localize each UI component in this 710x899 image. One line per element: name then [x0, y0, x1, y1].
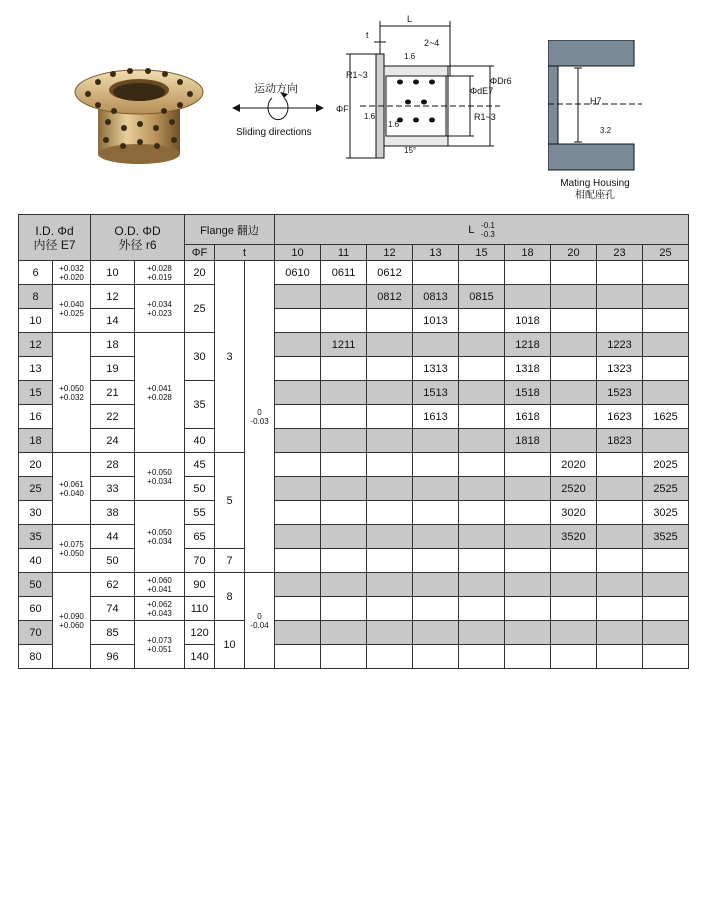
part-number-cell: 1018 — [505, 309, 551, 333]
L-column-header: 20 — [551, 245, 597, 261]
part-number-cell — [321, 309, 367, 333]
table-row — [19, 357, 689, 381]
table-row — [19, 621, 689, 645]
part-number-cell — [643, 261, 689, 285]
dim-phiF: ΦF — [336, 104, 349, 114]
part-number-cell — [551, 309, 597, 333]
part-number-cell — [597, 309, 643, 333]
part-number-cell — [459, 501, 505, 525]
id-value: 20 — [19, 453, 53, 477]
phiF-value: 120 — [185, 621, 215, 645]
part-number-cell — [505, 621, 551, 645]
table-row — [19, 501, 689, 525]
od-value: 14 — [91, 309, 135, 333]
part-number-cell — [459, 261, 505, 285]
part-number-cell — [459, 549, 505, 573]
L-header: L -0.1 -0.3 — [275, 215, 689, 245]
part-number-cell: 1818 — [505, 429, 551, 453]
part-number-cell — [459, 453, 505, 477]
dim-L: L — [407, 14, 413, 24]
part-number-cell — [275, 309, 321, 333]
phiF-header: ΦF — [185, 245, 215, 261]
od-value: 21 — [91, 381, 135, 405]
part-number-cell: 1823 — [597, 429, 643, 453]
table-row — [19, 453, 689, 477]
id-value: 25 — [19, 477, 53, 501]
id-value: 30 — [19, 501, 53, 525]
part-number-cell — [597, 453, 643, 477]
part-number-cell — [413, 645, 459, 669]
od-value: 85 — [91, 621, 135, 645]
part-number-cell — [275, 405, 321, 429]
table-row — [19, 381, 689, 405]
part-number-cell — [275, 453, 321, 477]
part-number-cell — [275, 621, 321, 645]
part-number-cell — [275, 525, 321, 549]
part-number-cell: 1513 — [413, 381, 459, 405]
part-number-cell — [275, 333, 321, 357]
table-row — [19, 429, 689, 453]
part-number-cell: 1218 — [505, 333, 551, 357]
part-number-cell — [643, 357, 689, 381]
part-number-cell — [551, 429, 597, 453]
phiF-value: 70 — [185, 549, 215, 573]
phiF-value: 30 — [185, 333, 215, 381]
part-number-cell: 1013 — [413, 309, 459, 333]
part-number-cell — [321, 453, 367, 477]
housing-label — [548, 178, 642, 202]
part-number-cell — [551, 285, 597, 309]
part-number-cell — [321, 405, 367, 429]
chamfer-angle: 15° — [404, 146, 417, 155]
phiF-value: 55 — [185, 501, 215, 525]
part-number-cell: 1323 — [597, 357, 643, 381]
t-value: 7 — [215, 549, 245, 573]
part-number-cell — [275, 477, 321, 501]
part-number-cell: 0813 — [413, 285, 459, 309]
part-number-cell — [367, 357, 413, 381]
housing-fit: H7 — [590, 96, 602, 106]
part-number-cell — [275, 645, 321, 669]
phiF-value: 90 — [185, 573, 215, 597]
part-number-cell — [413, 453, 459, 477]
od-value: 33 — [91, 477, 135, 501]
od-value: 62 — [91, 573, 135, 597]
id-tolerance: +0.050 +0.032 — [53, 333, 91, 453]
flange-header: Flange 翻边 — [185, 215, 275, 245]
part-number-cell — [551, 597, 597, 621]
part-number-cell — [413, 429, 459, 453]
part-number-cell — [413, 549, 459, 573]
part-number-cell — [413, 477, 459, 501]
part-number-cell: 3025 — [643, 501, 689, 525]
id-value: 13 — [19, 357, 53, 381]
roughness-top: 1.6 — [404, 52, 416, 61]
table-row — [19, 549, 689, 573]
part-number-cell — [321, 621, 367, 645]
part-number-cell — [551, 573, 597, 597]
table-row — [19, 573, 689, 597]
od-value: 44 — [91, 525, 135, 549]
part-number-cell: 2025 — [643, 453, 689, 477]
radius-top: R1~3 — [346, 70, 368, 80]
part-number-cell: 1613 — [413, 405, 459, 429]
roughness-inner: 1.6 — [388, 120, 400, 129]
roughness-left: 1.6 — [364, 112, 376, 121]
od-value: 22 — [91, 405, 135, 429]
id-value: 35 — [19, 525, 53, 549]
part-number-cell: 1318 — [505, 357, 551, 381]
table-row — [19, 333, 689, 357]
part-number-cell — [505, 573, 551, 597]
part-number-cell — [413, 621, 459, 645]
part-number-cell: 2525 — [643, 477, 689, 501]
part-number-cell — [367, 525, 413, 549]
od-value: 24 — [91, 429, 135, 453]
dim-phid: ΦdE7 — [470, 86, 494, 96]
mating-housing-drawing — [548, 40, 642, 174]
part-number-cell — [597, 525, 643, 549]
part-number-cell — [505, 645, 551, 669]
part-number-cell — [367, 477, 413, 501]
part-number-cell — [505, 453, 551, 477]
part-number-cell — [459, 429, 505, 453]
part-number-cell — [505, 261, 551, 285]
part-number-cell — [275, 357, 321, 381]
part-number-cell: 1618 — [505, 405, 551, 429]
part-number-cell — [551, 261, 597, 285]
part-number-cell — [321, 549, 367, 573]
id-tolerance: +0.061 +0.040 — [53, 453, 91, 525]
phiF-value: 110 — [185, 597, 215, 621]
part-number-cell: 1625 — [643, 405, 689, 429]
part-number-cell — [321, 285, 367, 309]
part-number-cell — [459, 573, 505, 597]
phiF-value: 140 — [185, 645, 215, 669]
part-number-cell — [551, 333, 597, 357]
part-number-cell: 3020 — [551, 501, 597, 525]
id-value: 12 — [19, 333, 53, 357]
od-value: 74 — [91, 597, 135, 621]
id-value: 6 — [19, 261, 53, 285]
part-number-cell — [459, 357, 505, 381]
part-number-cell — [367, 381, 413, 405]
L-column-header: 13 — [413, 245, 459, 261]
part-number-cell: 1518 — [505, 381, 551, 405]
part-number-cell: 2020 — [551, 453, 597, 477]
part-number-cell: 0612 — [367, 261, 413, 285]
od-tolerance: +0.028 +0.019 — [135, 261, 185, 285]
part-number-cell — [597, 477, 643, 501]
od-value: 12 — [91, 285, 135, 309]
part-number-cell — [275, 429, 321, 453]
part-number-cell — [597, 597, 643, 621]
od-tolerance: +0.060 +0.041 — [135, 573, 185, 597]
part-number-cell — [275, 381, 321, 405]
od-value: 10 — [91, 261, 135, 285]
phiF-value: 35 — [185, 381, 215, 429]
part-number-cell — [459, 645, 505, 669]
part-number-cell — [321, 501, 367, 525]
od-header: O.D. ΦD 外径 r6 — [91, 215, 185, 261]
part-number-cell — [367, 501, 413, 525]
od-tolerance: +0.073 +0.051 — [135, 621, 185, 669]
part-number-cell: 0815 — [459, 285, 505, 309]
table-row — [19, 309, 689, 333]
table-row — [19, 597, 689, 621]
part-number-cell — [597, 261, 643, 285]
part-number-cell — [275, 597, 321, 621]
part-number-cell — [551, 357, 597, 381]
part-number-cell: 0812 — [367, 285, 413, 309]
id-value: 16 — [19, 405, 53, 429]
id-value: 40 — [19, 549, 53, 573]
part-number-cell — [505, 501, 551, 525]
housing-label-cn: 相配座孔 — [575, 190, 615, 201]
housing-label-en: Mating Housing — [560, 178, 630, 189]
L-column-header: 25 — [643, 245, 689, 261]
part-number-cell — [459, 525, 505, 549]
part-number-cell — [367, 405, 413, 429]
part-number-cell — [643, 285, 689, 309]
part-number-cell — [321, 429, 367, 453]
part-number-cell — [643, 309, 689, 333]
part-number-cell — [597, 285, 643, 309]
L-column-header: 10 — [275, 245, 321, 261]
housing-roughness: 3.2 — [600, 126, 612, 135]
bushing-photo — [68, 56, 208, 166]
part-number-cell — [321, 525, 367, 549]
part-number-cell — [367, 333, 413, 357]
part-number-cell — [413, 597, 459, 621]
part-number-cell — [643, 597, 689, 621]
id-value: 60 — [19, 597, 53, 621]
part-number-cell — [367, 549, 413, 573]
part-number-cell — [643, 381, 689, 405]
part-number-cell — [413, 573, 459, 597]
L-column-header: 12 — [367, 245, 413, 261]
part-number-cell — [505, 525, 551, 549]
part-number-cell — [367, 573, 413, 597]
part-number-cell — [367, 597, 413, 621]
part-number-cell — [597, 621, 643, 645]
id-tolerance: +0.075 +0.050 — [53, 525, 91, 573]
part-number-cell — [459, 309, 505, 333]
od-value: 19 — [91, 357, 135, 381]
part-number-cell — [597, 549, 643, 573]
part-number-cell — [321, 477, 367, 501]
phiF-value: 20 — [185, 261, 215, 285]
part-number-cell: 1523 — [597, 381, 643, 405]
id-tolerance: +0.040 +0.025 — [53, 285, 91, 333]
part-number-cell: 0610 — [275, 261, 321, 285]
part-number-cell — [321, 645, 367, 669]
sliding-direction-cn: 运动方向 — [254, 83, 298, 95]
part-number-cell — [643, 573, 689, 597]
part-number-cell — [275, 573, 321, 597]
id-value: 50 — [19, 573, 53, 597]
part-number-cell — [643, 621, 689, 645]
sliding-direction-en: Sliding directions — [236, 127, 312, 138]
od-value: 96 — [91, 645, 135, 669]
part-number-cell — [413, 333, 459, 357]
part-number-cell — [551, 645, 597, 669]
t-tolerance: 0 -0.04 — [245, 573, 275, 669]
part-number-cell — [459, 381, 505, 405]
od-tolerance: +0.034 +0.023 — [135, 285, 185, 333]
part-number-cell: 1623 — [597, 405, 643, 429]
L-column-header: 11 — [321, 245, 367, 261]
part-number-cell — [367, 621, 413, 645]
dim-t: t — [366, 30, 369, 40]
phiF-value: 65 — [185, 525, 215, 549]
part-number-cell — [459, 477, 505, 501]
part-number-cell — [505, 285, 551, 309]
part-number-cell — [597, 501, 643, 525]
part-number-cell: 0611 — [321, 261, 367, 285]
part-number-cell — [367, 645, 413, 669]
id-header: I.D. Φd 内径 E7 — [19, 215, 91, 261]
part-number-cell — [367, 309, 413, 333]
t-tolerance: 0 -0.03 — [245, 261, 275, 573]
part-number-cell — [505, 597, 551, 621]
part-number-cell: 1313 — [413, 357, 459, 381]
spec-table-body — [19, 261, 689, 669]
part-number-cell — [505, 477, 551, 501]
part-number-cell — [321, 357, 367, 381]
part-number-cell: 3520 — [551, 525, 597, 549]
table-row — [19, 405, 689, 429]
part-number-cell: 3525 — [643, 525, 689, 549]
table-row — [19, 525, 689, 549]
part-number-cell — [597, 645, 643, 669]
part-number-cell — [643, 429, 689, 453]
part-number-cell — [367, 429, 413, 453]
phiF-value: 45 — [185, 453, 215, 477]
part-number-cell — [643, 549, 689, 573]
part-number-cell — [275, 501, 321, 525]
part-number-cell: 1211 — [321, 333, 367, 357]
phiF-value: 25 — [185, 285, 215, 333]
part-number-cell — [551, 549, 597, 573]
L-column-header: 18 — [505, 245, 551, 261]
part-number-cell — [321, 381, 367, 405]
part-number-cell — [413, 501, 459, 525]
part-number-cell — [643, 333, 689, 357]
id-tolerance: +0.090 +0.060 — [53, 573, 91, 669]
od-value: 38 — [91, 501, 135, 525]
part-number-cell — [551, 381, 597, 405]
part-number-cell: 2520 — [551, 477, 597, 501]
part-number-cell — [275, 549, 321, 573]
id-value: 8 — [19, 285, 53, 309]
part-number-cell — [551, 621, 597, 645]
part-number-cell — [321, 597, 367, 621]
part-number-cell — [505, 549, 551, 573]
od-tolerance: +0.050 +0.034 — [135, 453, 185, 501]
part-number-cell — [413, 525, 459, 549]
part-number-cell — [413, 261, 459, 285]
id-value: 80 — [19, 645, 53, 669]
table-row — [19, 261, 689, 285]
od-value: 28 — [91, 453, 135, 477]
od-value: 18 — [91, 333, 135, 357]
od-tolerance: +0.041 +0.028 — [135, 333, 185, 453]
id-value: 18 — [19, 429, 53, 453]
part-number-cell — [643, 645, 689, 669]
t-value: 5 — [215, 453, 245, 549]
part-number-cell — [275, 285, 321, 309]
part-number-cell: 1223 — [597, 333, 643, 357]
header-illustrations — [0, 0, 710, 212]
id-value: 15 — [19, 381, 53, 405]
table-row — [19, 645, 689, 669]
phiF-value: 50 — [185, 477, 215, 501]
radius-bottom: R1~3 — [474, 112, 496, 122]
od-tolerance: +0.062 +0.043 — [135, 597, 185, 621]
part-number-cell — [459, 621, 505, 645]
id-value: 10 — [19, 309, 53, 333]
spec-table — [18, 214, 689, 669]
t-value: 8 — [215, 573, 245, 621]
table-row — [19, 285, 689, 309]
part-number-cell — [597, 573, 643, 597]
dim-phiD: ΦDr6 — [490, 76, 512, 86]
t-value: 3 — [215, 261, 245, 453]
L-column-header: 23 — [597, 245, 643, 261]
part-number-cell — [459, 405, 505, 429]
dim-gap: 2~4 — [424, 38, 440, 48]
t-header: t — [215, 245, 275, 261]
part-number-cell — [459, 333, 505, 357]
od-tolerance: +0.050 +0.034 — [135, 501, 185, 573]
t-value: 10 — [215, 621, 245, 669]
part-number-cell — [459, 597, 505, 621]
od-value: 50 — [91, 549, 135, 573]
table-row — [19, 477, 689, 501]
id-value: 70 — [19, 621, 53, 645]
id-tolerance: +0.032 +0.020 — [53, 261, 91, 285]
phiF-value: 40 — [185, 429, 215, 453]
L-column-header: 15 — [459, 245, 505, 261]
part-number-cell — [321, 573, 367, 597]
part-number-cell — [367, 453, 413, 477]
part-number-cell — [551, 405, 597, 429]
